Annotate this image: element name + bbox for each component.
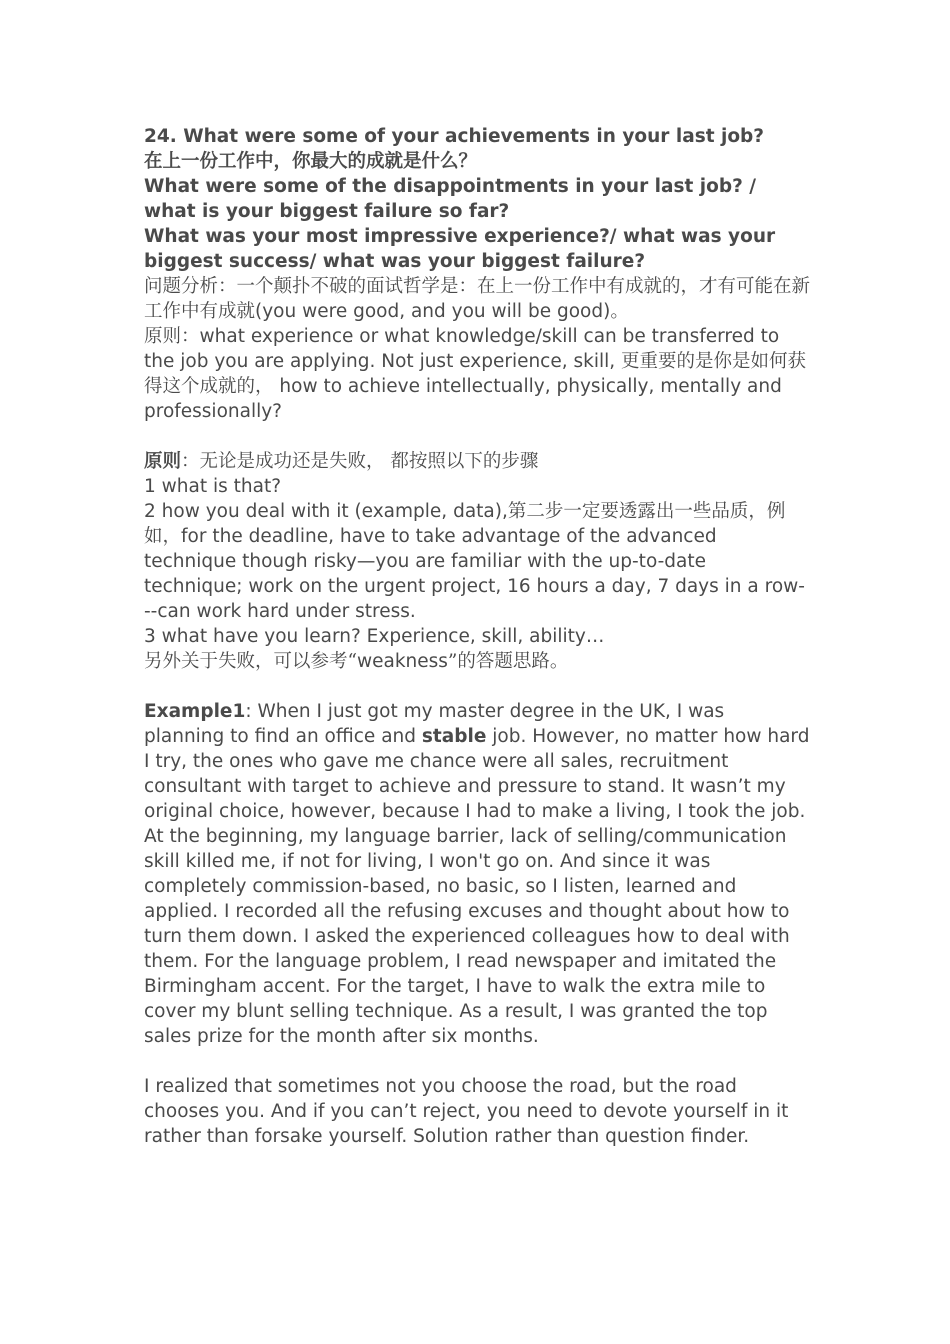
document-page: [144, 124, 810, 1149]
step-2-en: 2 how you deal with it (example, data),: [144, 501, 508, 522]
steps-header: [144, 449, 810, 474]
example-1-bold-word: stable: [421, 726, 487, 747]
failure-note-cn-2: ”的答题思路。: [447, 651, 569, 672]
analysis-end: 。: [610, 301, 629, 322]
failure-note-en: weakness: [356, 651, 448, 672]
question-title-en: What were some of your achievements in your last job?: [176, 126, 765, 147]
example-1-label: Example1: [144, 701, 246, 722]
question-line-1: [144, 124, 810, 149]
step-2-rest: for the deadline, have to take advantage of the advanced technique though risky—you are familiar with the up-to-date technique; work on the urgent project, 16 hours a day, 7 days in a row---can work hard under stress.: [144, 526, 805, 622]
steps-intro: ：无论是成功还是失败， 都按照以下的步骤: [181, 451, 539, 472]
spacer: [144, 424, 810, 449]
question-line-2: What were some of the disappointments in your last job? / what is your biggest failure so far?: [144, 176, 756, 222]
analysis-paragraph: [144, 274, 810, 324]
analysis-en: (you were good, and you will be good): [255, 301, 611, 322]
question-line-3: What was your most impressive experience?/ what was your biggest success/ what was your biggest failure?: [144, 226, 776, 272]
analysis-cn: 问题分析：一个颠扑不破的面试哲学是：在上一份工作中有成就的，才有可能在新工作中有成就: [144, 276, 811, 322]
question-number: 24.: [144, 126, 177, 147]
principle-cn-1: 更重要的是你是如何获得这个成就的，: [144, 351, 807, 397]
step-2-cn: 第二步一定要透露出一些品质，例如，: [144, 501, 786, 547]
example-1-paragraph: [144, 699, 810, 1049]
principle-paragraph-1: [144, 324, 810, 424]
example-1-text-1: : When I just got my master degree in the UK, I was planning to find an office and: [144, 701, 725, 747]
example-1-text-2: job. However, no matter how hard I try, the ones who gave me chance were all sales, recruitment consultant with target to achieve and pressure to stand. It wasn’t my original choice, however, because I had to make a living, I took the job. At the beginning, my language barrier, lack of selling/communication skill killed me, if not for living, I won't go on. And since it was completely commission-based, no basic, so I listen, learned and applied. I recorded all the refusing excuses and thought about how to turn them down. I asked the experienced colleagues how to deal with them. For the language problem, I read newspaper and imitated the Birmingham accent. For the target, I have to walk the extra mile to cover my blunt selling technique. As a result, I was granted the top sales prize for the month after six months.: [144, 726, 810, 1047]
failure-note: [144, 649, 810, 674]
question-title-cn: 在上一份工作中，你最大的成就是什么？: [144, 151, 478, 172]
principle-en-2: how to achieve intellectually, physically, mentally and professionally?: [144, 376, 782, 422]
failure-note-cn-1: 另外关于失败，可以参考“: [144, 651, 357, 672]
step-2: [144, 499, 810, 624]
step-1: 1 what is that?: [144, 476, 282, 497]
principle-label-1: 原则：: [144, 326, 200, 347]
spacer: [144, 1049, 810, 1074]
conclusion-paragraph: I realized that sometimes not you choose the road, but the road chooses you. And if you can’t reject, you need to devote yourself in it rather than forsake yourself. Solution rather than question finder.: [144, 1076, 789, 1147]
principle-en-1: what experience or what knowledge/skill can be transferred to the job you are applying. Not just experience, skill,: [144, 326, 780, 372]
spacer: [144, 674, 810, 699]
step-3: 3 what have you learn? Experience, skill, ability…: [144, 626, 605, 647]
steps-label: 原则: [144, 451, 182, 472]
